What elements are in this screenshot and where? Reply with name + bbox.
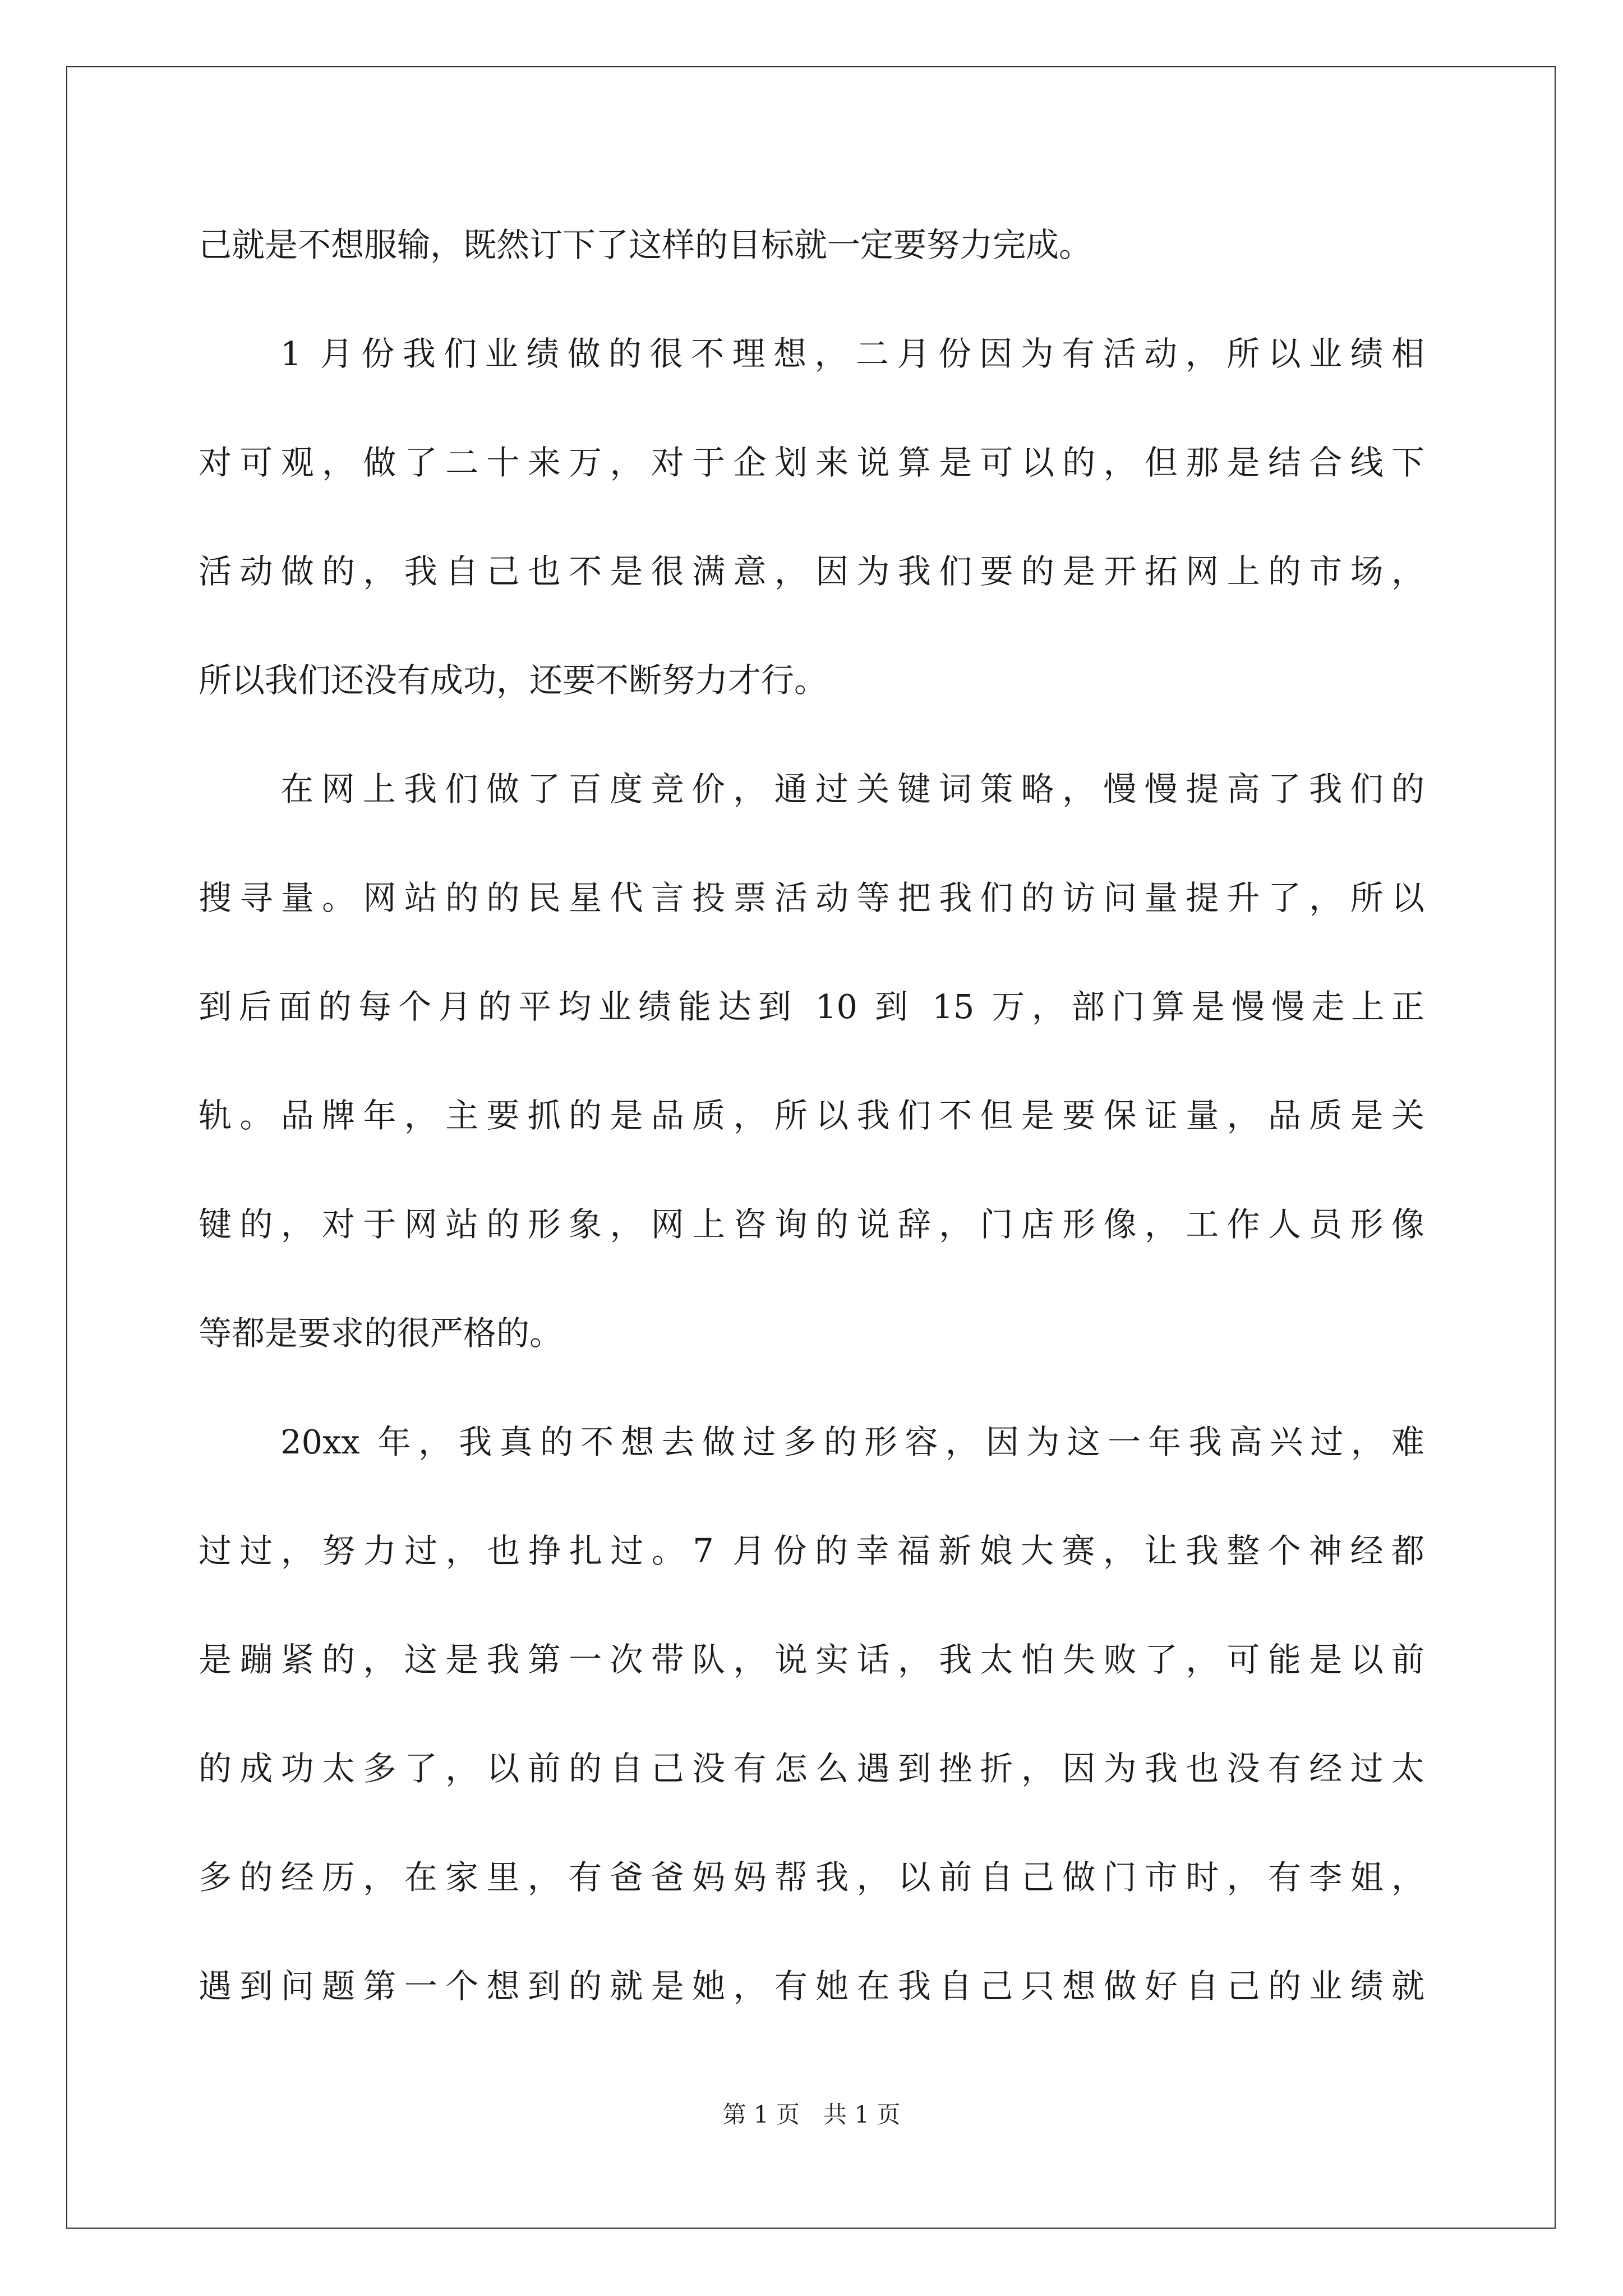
paragraph-line: 所以我们还没有成功，还要不断努力才行。 [199,661,828,700]
paragraph-line: 1 月份我们业绩做的很不理想，二月份因为有活动，所以业绩相 [280,334,1424,373]
paragraph-line: 在网上我们做了百度竞价，通过关键词策略，慢慢提高了我们的 [280,770,1424,808]
paragraph-line: 遇到问题第一个想到的就是她，有她在我自己只想做好自己的业绩就 [199,1967,1424,2005]
paragraph-line: 到后面的每个月的平均业绩能达到 10 到 15 万，部门算是慢慢走上正 [199,987,1424,1026]
paragraph-line: 的成功太多了，以前的自己没有怎么遇到挫折，因为我也没有经过太 [199,1749,1424,1788]
paragraph-line: 活动做的，我自己也不是很满意，因为我们要的是开拓网上的市场， [199,552,1424,591]
paragraph-line: 20xx 年，我真的不想去做过多的形容，因为这一年我高兴过，难 [280,1423,1424,1461]
paragraph-line: 键的，对于网站的形象，网上咨询的说辞，门店形像，工作人员形像 [199,1205,1424,1244]
paragraph-line: 己就是不想服输，既然订下了这样的目标就一定要努力完成。 [199,226,1092,264]
paragraph-line: 等都是要求的很严格的。 [199,1314,563,1352]
paragraph-line: 多的经历，在家里，有爸爸妈妈帮我，以前自己做门市时，有李姐， [199,1858,1424,1897]
paragraph-line: 过过，努力过，也挣扎过。7 月份的幸福新娘大赛，让我整个神经都 [199,1531,1424,1570]
document-body [199,191,1424,2041]
paragraph-line: 是蹦紧的，这是我第一次带队，说实话，我太怕失败了，可能是以前 [199,1640,1424,1679]
paragraph-line: 轨。品牌年，主要抓的是品质，所以我们不但是要保证量，品质是关 [199,1096,1424,1135]
paragraph-line: 对可观，做了二十来万，对于企划来说算是可以的，但那是结合线下 [199,443,1424,482]
paragraph-line: 搜寻量。网站的的民星代言投票活动等把我们的访问量提升了，所以 [199,878,1424,917]
page-number-footer: 第 1 页 共 1 页 [722,2101,901,2128]
